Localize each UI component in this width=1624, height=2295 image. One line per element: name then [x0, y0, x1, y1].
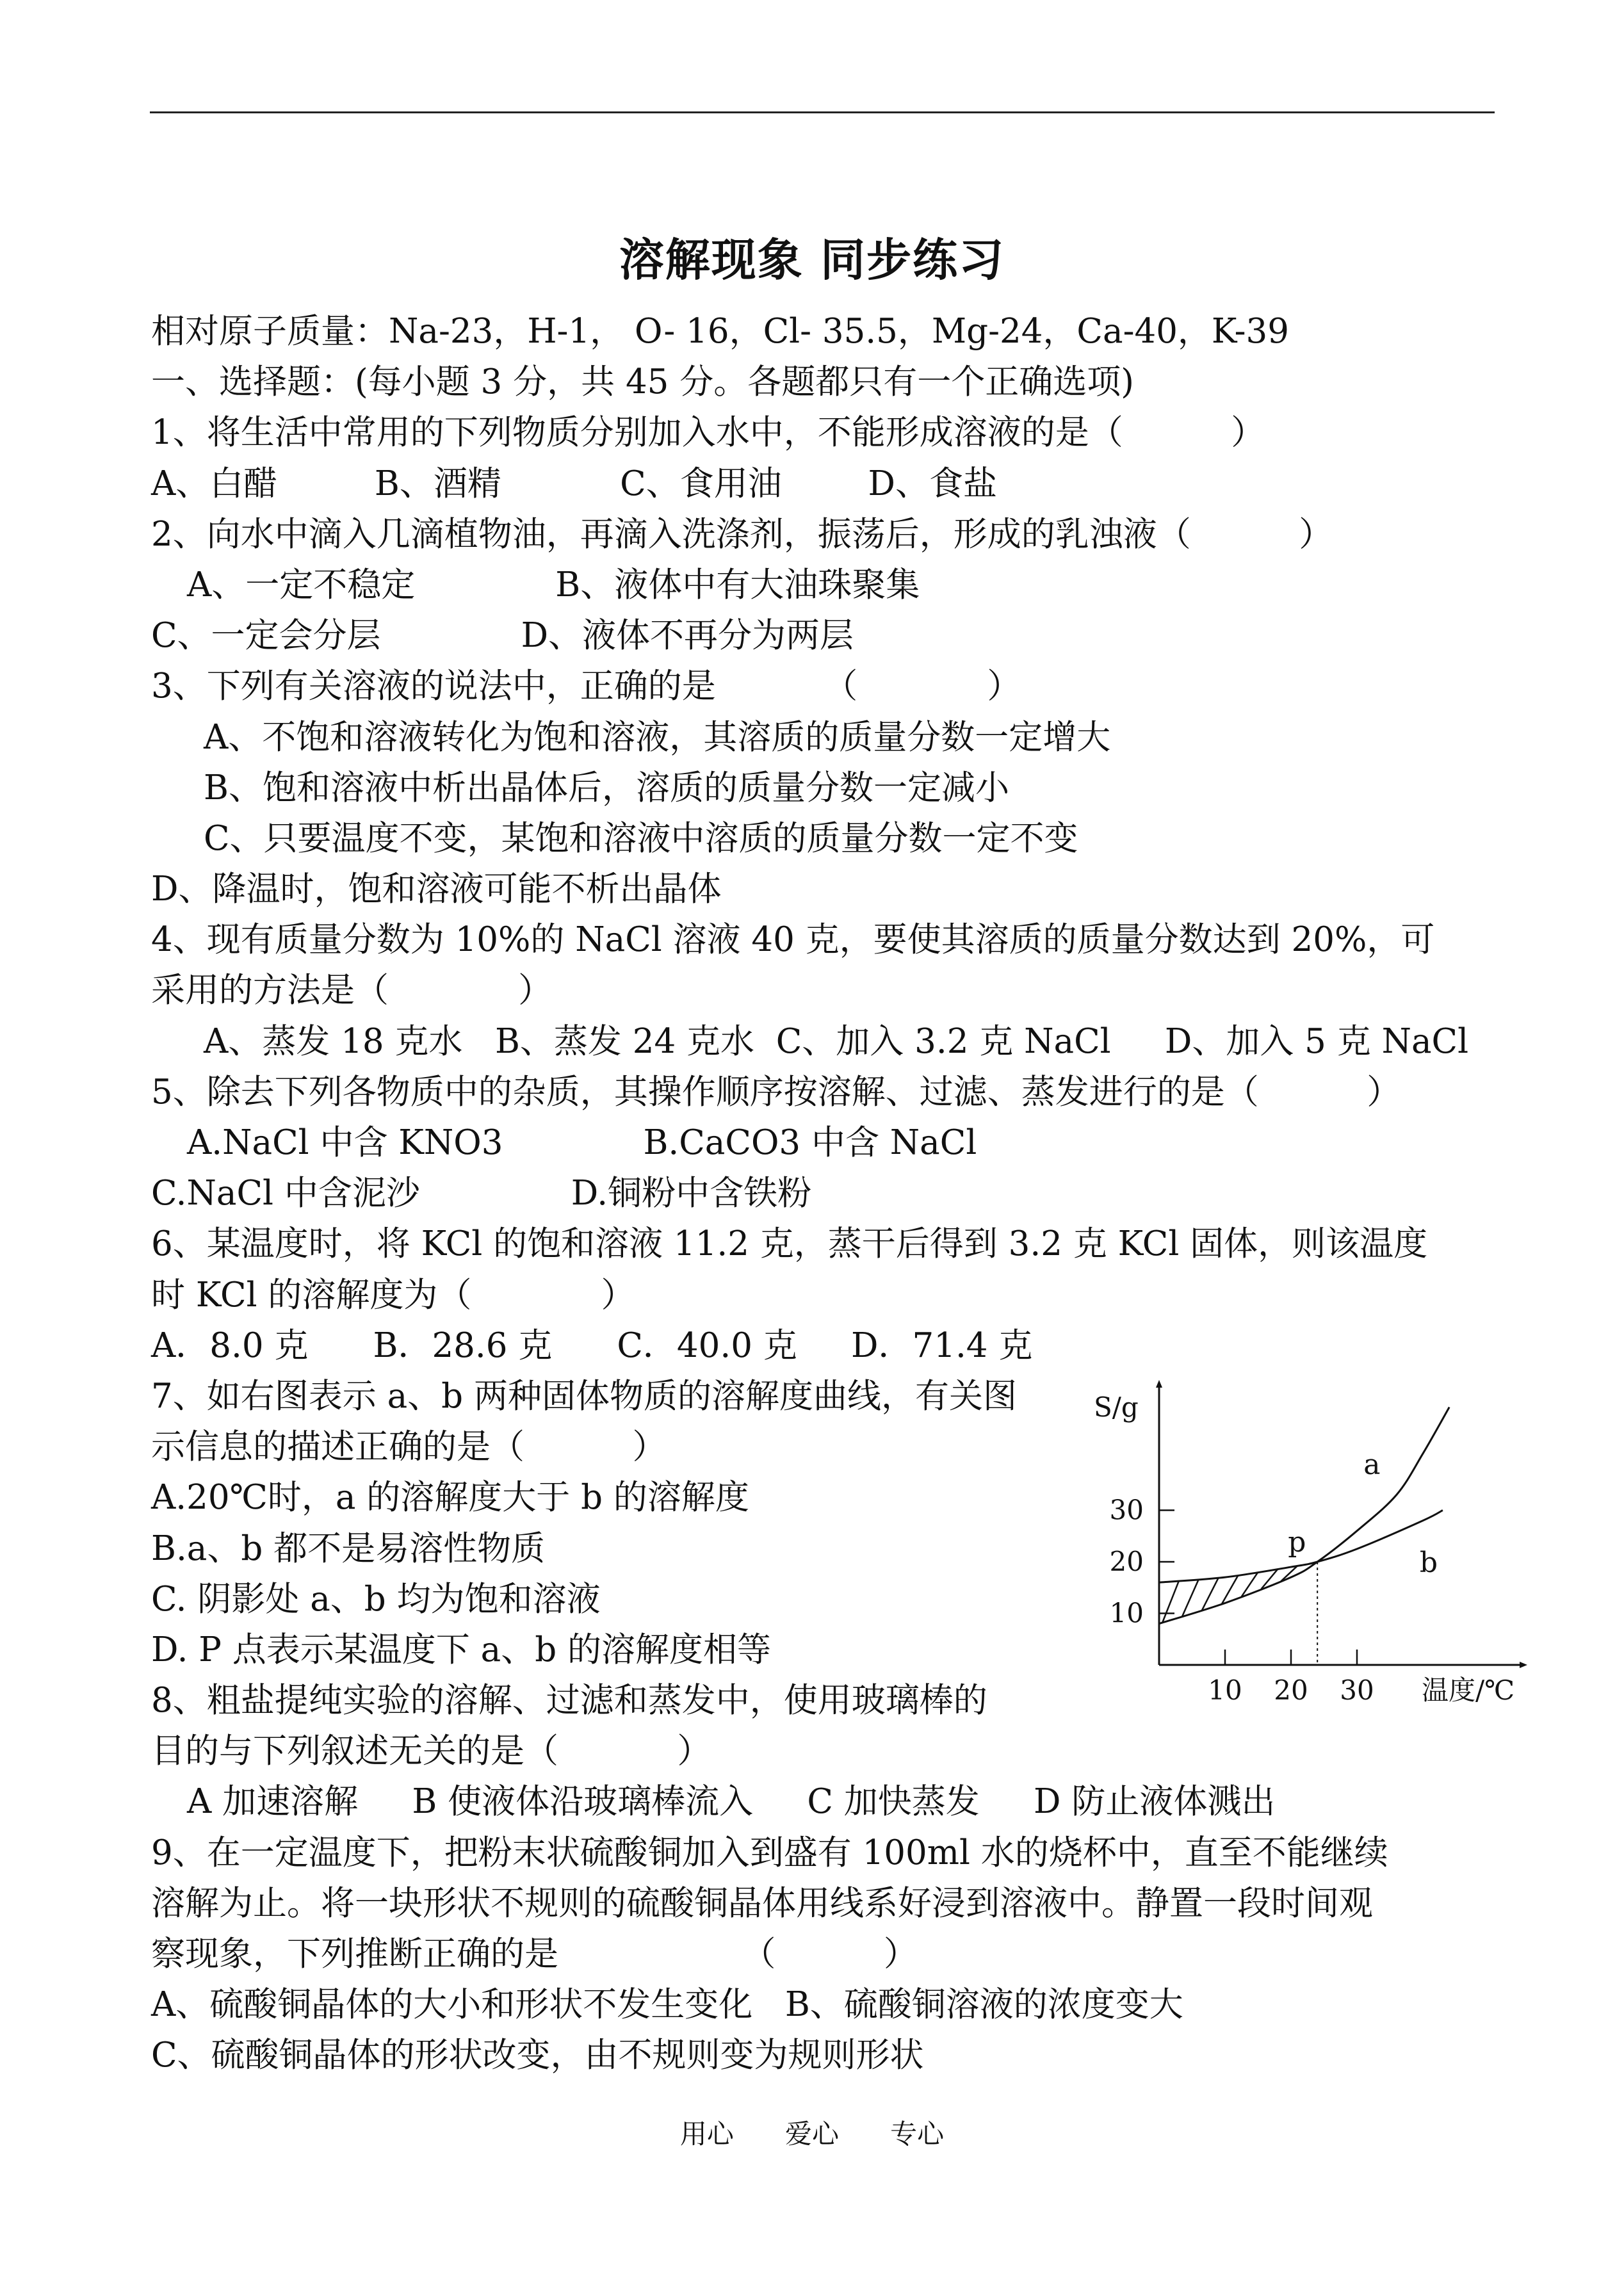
- text-line: 1、将生活中常用的下列物质分别加入水中，不能形成溶液的是（ ）: [151, 413, 1265, 453]
- text-line: 2、向水中滴入几滴植物油，再滴入洗涤剂，振荡后，形成的乳浊液（ ）: [151, 514, 1333, 554]
- text-line: 示信息的描述正确的是（ ）: [151, 1427, 667, 1467]
- text-line: 相对原子质量：Na-23，H-1， O- 16，Cl- 35.5，Mg-24，Ca-40，K-39: [151, 312, 1290, 351]
- series-b-label: b: [1419, 1546, 1438, 1580]
- text-line: 3、下列有关溶液的说法中，正确的是 （ ）: [151, 667, 1021, 706]
- document-body: [151, 306, 1502, 2081]
- text-line: C、一定会分层 D、液体不再分为两层: [151, 616, 854, 656]
- text-line: 4、现有质量分数为 10%的 NaCl 溶液 40 克，要使其溶质的质量分数达到 20%，可: [151, 920, 1435, 960]
- text-line: 察现象，下列推断正确的是 （ ）: [151, 1934, 918, 1974]
- text-line: 目的与下列叙述无关的是（ ）: [151, 1731, 711, 1771]
- y-tick-label: 10: [1109, 1597, 1144, 1629]
- text-line: 时 KCl 的溶解度为（ ）: [151, 1275, 635, 1315]
- text-line: A、不饱和溶液转化为饱和溶液，其溶质的质量分数一定增大: [204, 717, 1111, 757]
- series-a-label: a: [1363, 1448, 1381, 1482]
- text-line: B.a、b 都不是易溶性物质: [151, 1529, 546, 1568]
- hatch-line: [1182, 1579, 1199, 1616]
- text-line: 溶解为止。将一块形状不规则的硫酸铜晶体用线系好浸到溶液中。静置一段时间观: [151, 1883, 1373, 1923]
- x-axis-label: 温度/℃: [1422, 1675, 1515, 1703]
- point-p-label: p: [1288, 1526, 1306, 1559]
- text-line: A、白醋 B、酒精 C、食用油 D、食盐: [151, 464, 997, 503]
- page-title: 溶解现象 同步练习: [619, 233, 1005, 286]
- text-line: A．8.0 克 B．28.6 克 C．40.0 克 D．71.4 克: [151, 1326, 1033, 1365]
- x-tick-label: 20: [1274, 1675, 1308, 1703]
- solubility-chart: [1089, 1370, 1550, 1703]
- saturated-shaded-region: [1162, 1566, 1297, 1623]
- footer-motto: 用心 爱心 专心: [679, 2118, 945, 2150]
- hatch-line: [1242, 1572, 1258, 1596]
- text-line: C.NaCl 中含泥沙 D.铜粉中含铁粉: [151, 1174, 812, 1213]
- text-line: A、硫酸铜晶体的大小和形状不发生变化 B、硫酸铜溶液的浓度变大: [151, 1985, 1183, 2025]
- text-line: A.NaCl 中含 KNO3 B.CaCO3 中含 NaCl: [187, 1123, 977, 1162]
- text-line: 采用的方法是（ ）: [151, 971, 553, 1010]
- text-line: C. 阴影处 a、b 均为饱和溶液: [151, 1579, 601, 1619]
- header-rule: [150, 111, 1495, 113]
- text-line: 9、在一定温度下，把粉末状硫酸铜加入到盛有 100ml 水的烧杯中，直至不能继续: [151, 1833, 1388, 1872]
- y-axis-label: S/g: [1094, 1391, 1139, 1423]
- text-line: 一、选择题：(每小题 3 分，共 45 分。各题都只有一个正确选项): [151, 362, 1134, 402]
- text-line: C、硫酸铜晶体的形状改变，由不规则变为规则形状: [151, 2036, 924, 2075]
- text-line: 6、某温度时，将 KCl 的饱和溶液 11.2 克，蒸干后得到 3.2 克 KCl 固体，则该温度: [151, 1224, 1428, 1264]
- text-line: A、一定不稳定 B、液体中有大油珠聚集: [187, 565, 920, 604]
- text-line: D、降温时，饱和溶液可能不析出晶体: [151, 870, 722, 909]
- text-line: D. P 点表示某温度下 a、b 的溶解度相等: [151, 1630, 772, 1669]
- hatch-line: [1162, 1581, 1179, 1623]
- text-line: B、饱和溶液中析出晶体后，溶质的质量分数一定减小: [204, 768, 1009, 807]
- text-line: A、蒸发 18 克水 B、蒸发 24 克水 C、加入 3.2 克 NaCl D、加入 5 克 NaCl: [204, 1021, 1469, 1061]
- text-line: 5、除去下列各物质中的杂质，其操作顺序按溶解、过滤、蒸发进行的是（ ）: [151, 1072, 1401, 1112]
- x-tick-label: 10: [1208, 1675, 1242, 1703]
- text-line: 8、粗盐提纯实验的溶解、过滤和蒸发中，使用玻璃棒的: [151, 1681, 987, 1721]
- x-tick-label: 30: [1340, 1675, 1374, 1703]
- text-line: C、只要温度不变，某饱和溶液中溶质的质量分数一定不变: [204, 818, 1078, 858]
- text-line: 7、如右图表示 a、b 两种固体物质的溶解度曲线，有关图: [151, 1376, 1017, 1416]
- text-line: A 加速溶解 B 使液体沿玻璃棒流入 C 加快蒸发 D 防止液体溅出: [187, 1782, 1276, 1822]
- y-tick-label: 20: [1109, 1546, 1144, 1577]
- series-a-curve: [1159, 1407, 1449, 1624]
- text-line: A.20℃时，a 的溶解度大于 b 的溶解度: [151, 1478, 749, 1518]
- y-tick-label: 30: [1109, 1494, 1144, 1526]
